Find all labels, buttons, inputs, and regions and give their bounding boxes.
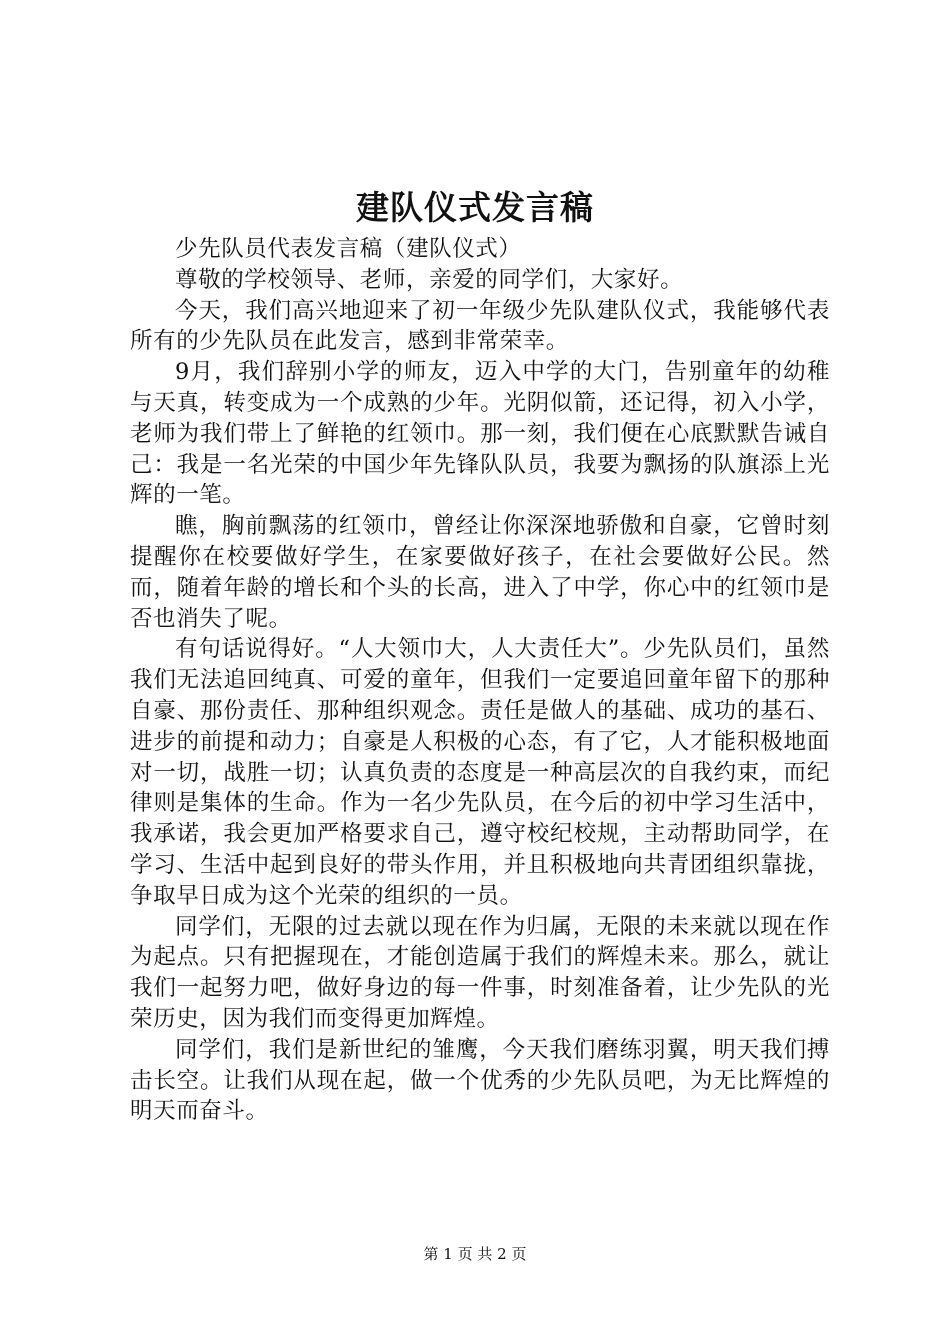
document-title: 建队仪式发言稿 bbox=[356, 188, 594, 227]
paragraph-greeting: 尊敬的学校领导、老师，亲爱的同学们，大家好。 bbox=[175, 266, 684, 293]
paragraph-present-future: 同学们，无限的过去就以现在作为归属，无限的未来就以现在作为起点。只有把握现在，才能创造属于我们的辉煌未来。那么，就让我们一起努力吧，做好身边的每一件事，时刻准备着，让少先队的光荣历史，因为我们而变得更加辉煌。 bbox=[130, 913, 830, 1032]
paragraph-opening: 今天，我们高兴地迎来了初一年级少先队建队仪式，我能够代表所有的少先队员在此发言，感到非常荣幸。 bbox=[130, 297, 830, 355]
paragraph-red-scarf: 瞧，胸前飘荡的红领巾，曾经让你深深地骄傲和自豪，它曾时刻提醒你在校要做好学生，在家要做好孩子，在社会要做好公民。然而，随着年龄的增长和个头的长高，进入了中学，你心中的红领巾是否也消失了呢。 bbox=[130, 513, 830, 632]
document-body bbox=[130, 234, 830, 1127]
paragraph-september: 9月，我们辞别小学的师友，迈入中学的大门，告别童年的幼稚与天真，转变成为一个成熟的少年。光阴似箭，还记得，初入小学，老师为我们带上了鲜艳的红领巾。那一刻，我们便在心底默默告诫自己：我是一名光荣的中国少年先锋队队员，我要为飘扬的队旗添上光辉的一笔。 bbox=[130, 359, 830, 509]
paragraph-closing: 同学们，我们是新世纪的雏鹰，今天我们磨练羽翼，明天我们搏击长空。让我们从现在起，做一个优秀的少先队员吧，为无比辉煌的明天而奋斗。 bbox=[130, 1036, 830, 1125]
page-number-footer: 第 1 页 共 2 页 bbox=[423, 1245, 527, 1263]
paragraph-speech-heading: 少先队员代表发言稿（建队仪式） bbox=[175, 236, 522, 262]
paragraph-responsibility: 有句话说得好。“人大领巾大，人大责任大”。少先队员们，虽然我们无法追回纯真、可爱的童年，但我们一定要追回童年留下的那种自豪、那份责任、那种组织观念。责任是做人的基础、成功的基石、进步的前提和动力；自豪是人积极的心态，有了它，人才能积极地面对一切，战胜一切；认真负责的态度是一种高层次的自我约束，而纪律则是集体的生命。作为一名少先队员，在今后的初中学习生活中，我承诺，我会更加严格要求自己，遵守校纪校规，主动帮助同学，在学习、生活中起到良好的带头作用，并且积极地向共青团组织靠拢，争取早日成为这个光荣的组织的一员。 bbox=[130, 636, 830, 909]
